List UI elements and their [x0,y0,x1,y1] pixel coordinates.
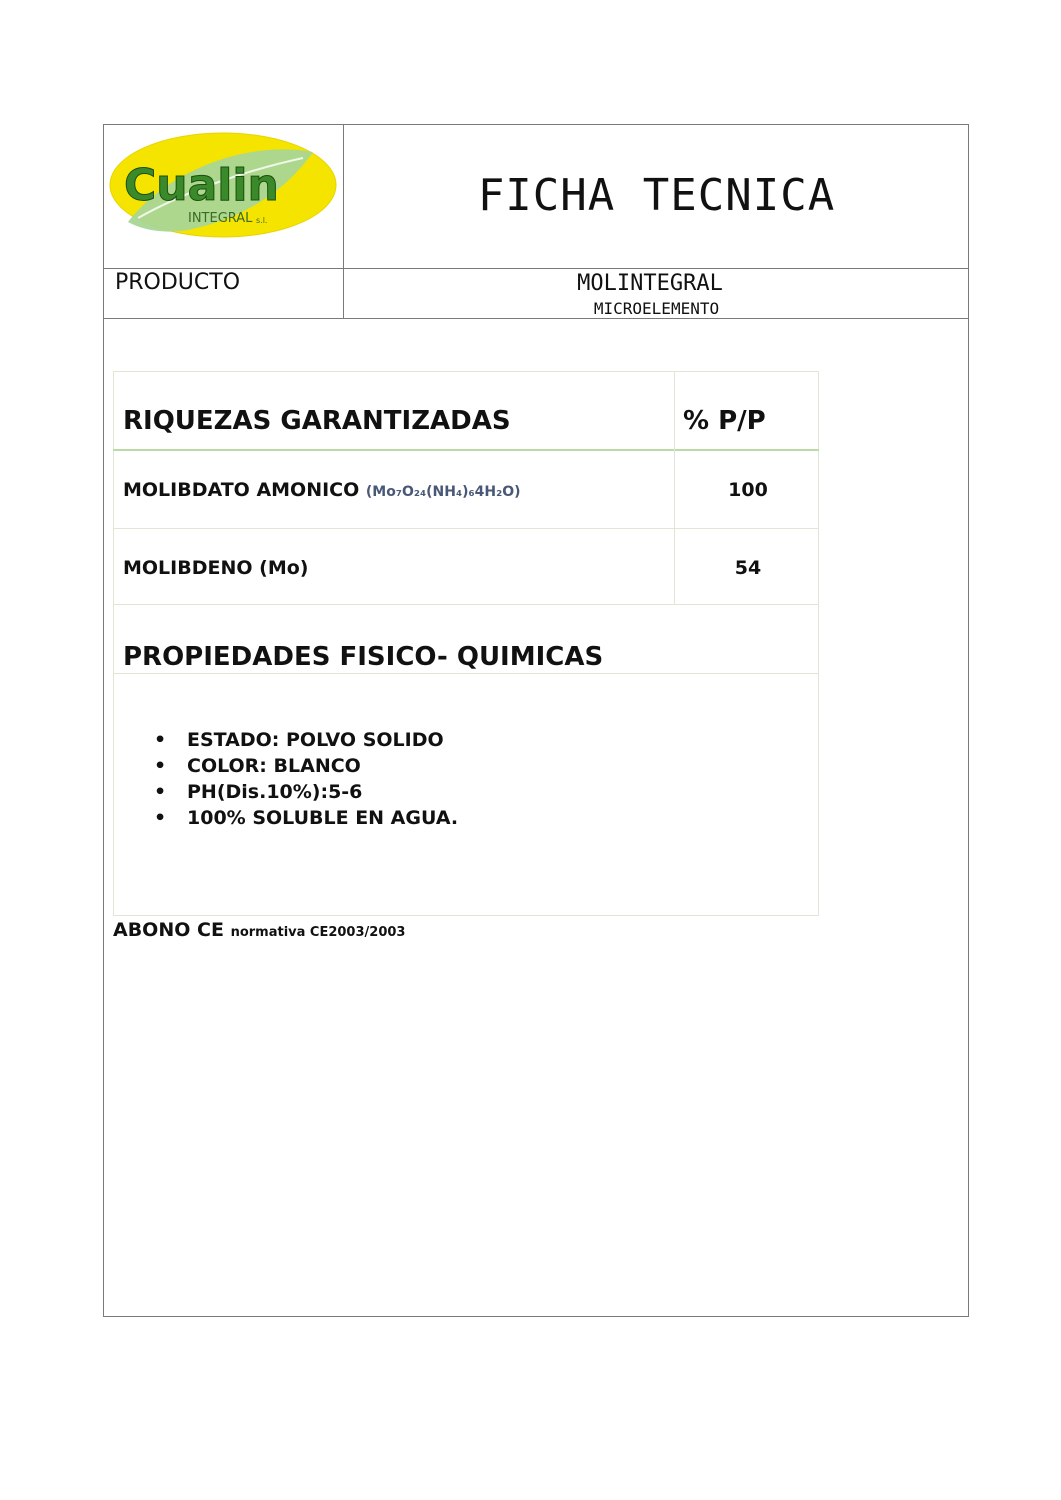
list-item: • ESTADO: POLVO SOLIDO [154,729,444,751]
product-label: PRODUCTO [115,270,241,295]
fertilizer-regulation-note [113,919,405,941]
abono-label: ABONO CE [113,919,224,941]
logo-brand-text: Cualin [124,160,279,211]
table-row-value: 54 [734,557,762,579]
header-divider [103,268,969,269]
bullet: • [154,781,167,803]
bullet: • [154,755,167,777]
list-item: • PH(Dis.10%):5-6 [154,781,363,803]
specs-column-divider [674,371,675,604]
bullet: • [154,729,167,751]
company-logo [108,130,338,240]
bullet: • [154,807,167,829]
properties-list [150,727,458,831]
list-item: • COLOR: BLANCO [154,755,361,777]
logo-suffix-text: s.l. [256,216,268,225]
product-type: MICROELEMENTO [593,299,720,318]
unit-heading: % P/P [683,406,766,436]
row-name-text: MOLIBDATO AMONICO [123,479,360,501]
table-row-value: 100 [728,479,768,501]
product-divider [103,318,969,319]
specs-section-divider [113,604,819,605]
list-item: • 100% SOLUBLE EN AGUA. [154,807,459,829]
specs-row-divider [113,528,819,529]
table-row-name [123,479,521,501]
normativa-text: normativa CE2003/2003 [230,925,406,940]
specs-header-divider [113,449,819,451]
props-heading-divider [113,673,819,674]
logo-subtitle-text: INTEGRAL [188,211,253,226]
propiedades-heading: PROPIEDADES FISICO- QUIMICAS [123,642,604,672]
page-title: FICHA TECNICA [477,170,836,221]
riquezas-heading: RIQUEZAS GARANTIZADAS [123,406,511,436]
product-name: MOLINTEGRAL [577,271,723,296]
table-row-name: MOLIBDENO (Mo) [123,557,309,579]
chemical-formula: (Mo₇O₂₄(NH₄)₆4H₂O) [365,484,521,500]
